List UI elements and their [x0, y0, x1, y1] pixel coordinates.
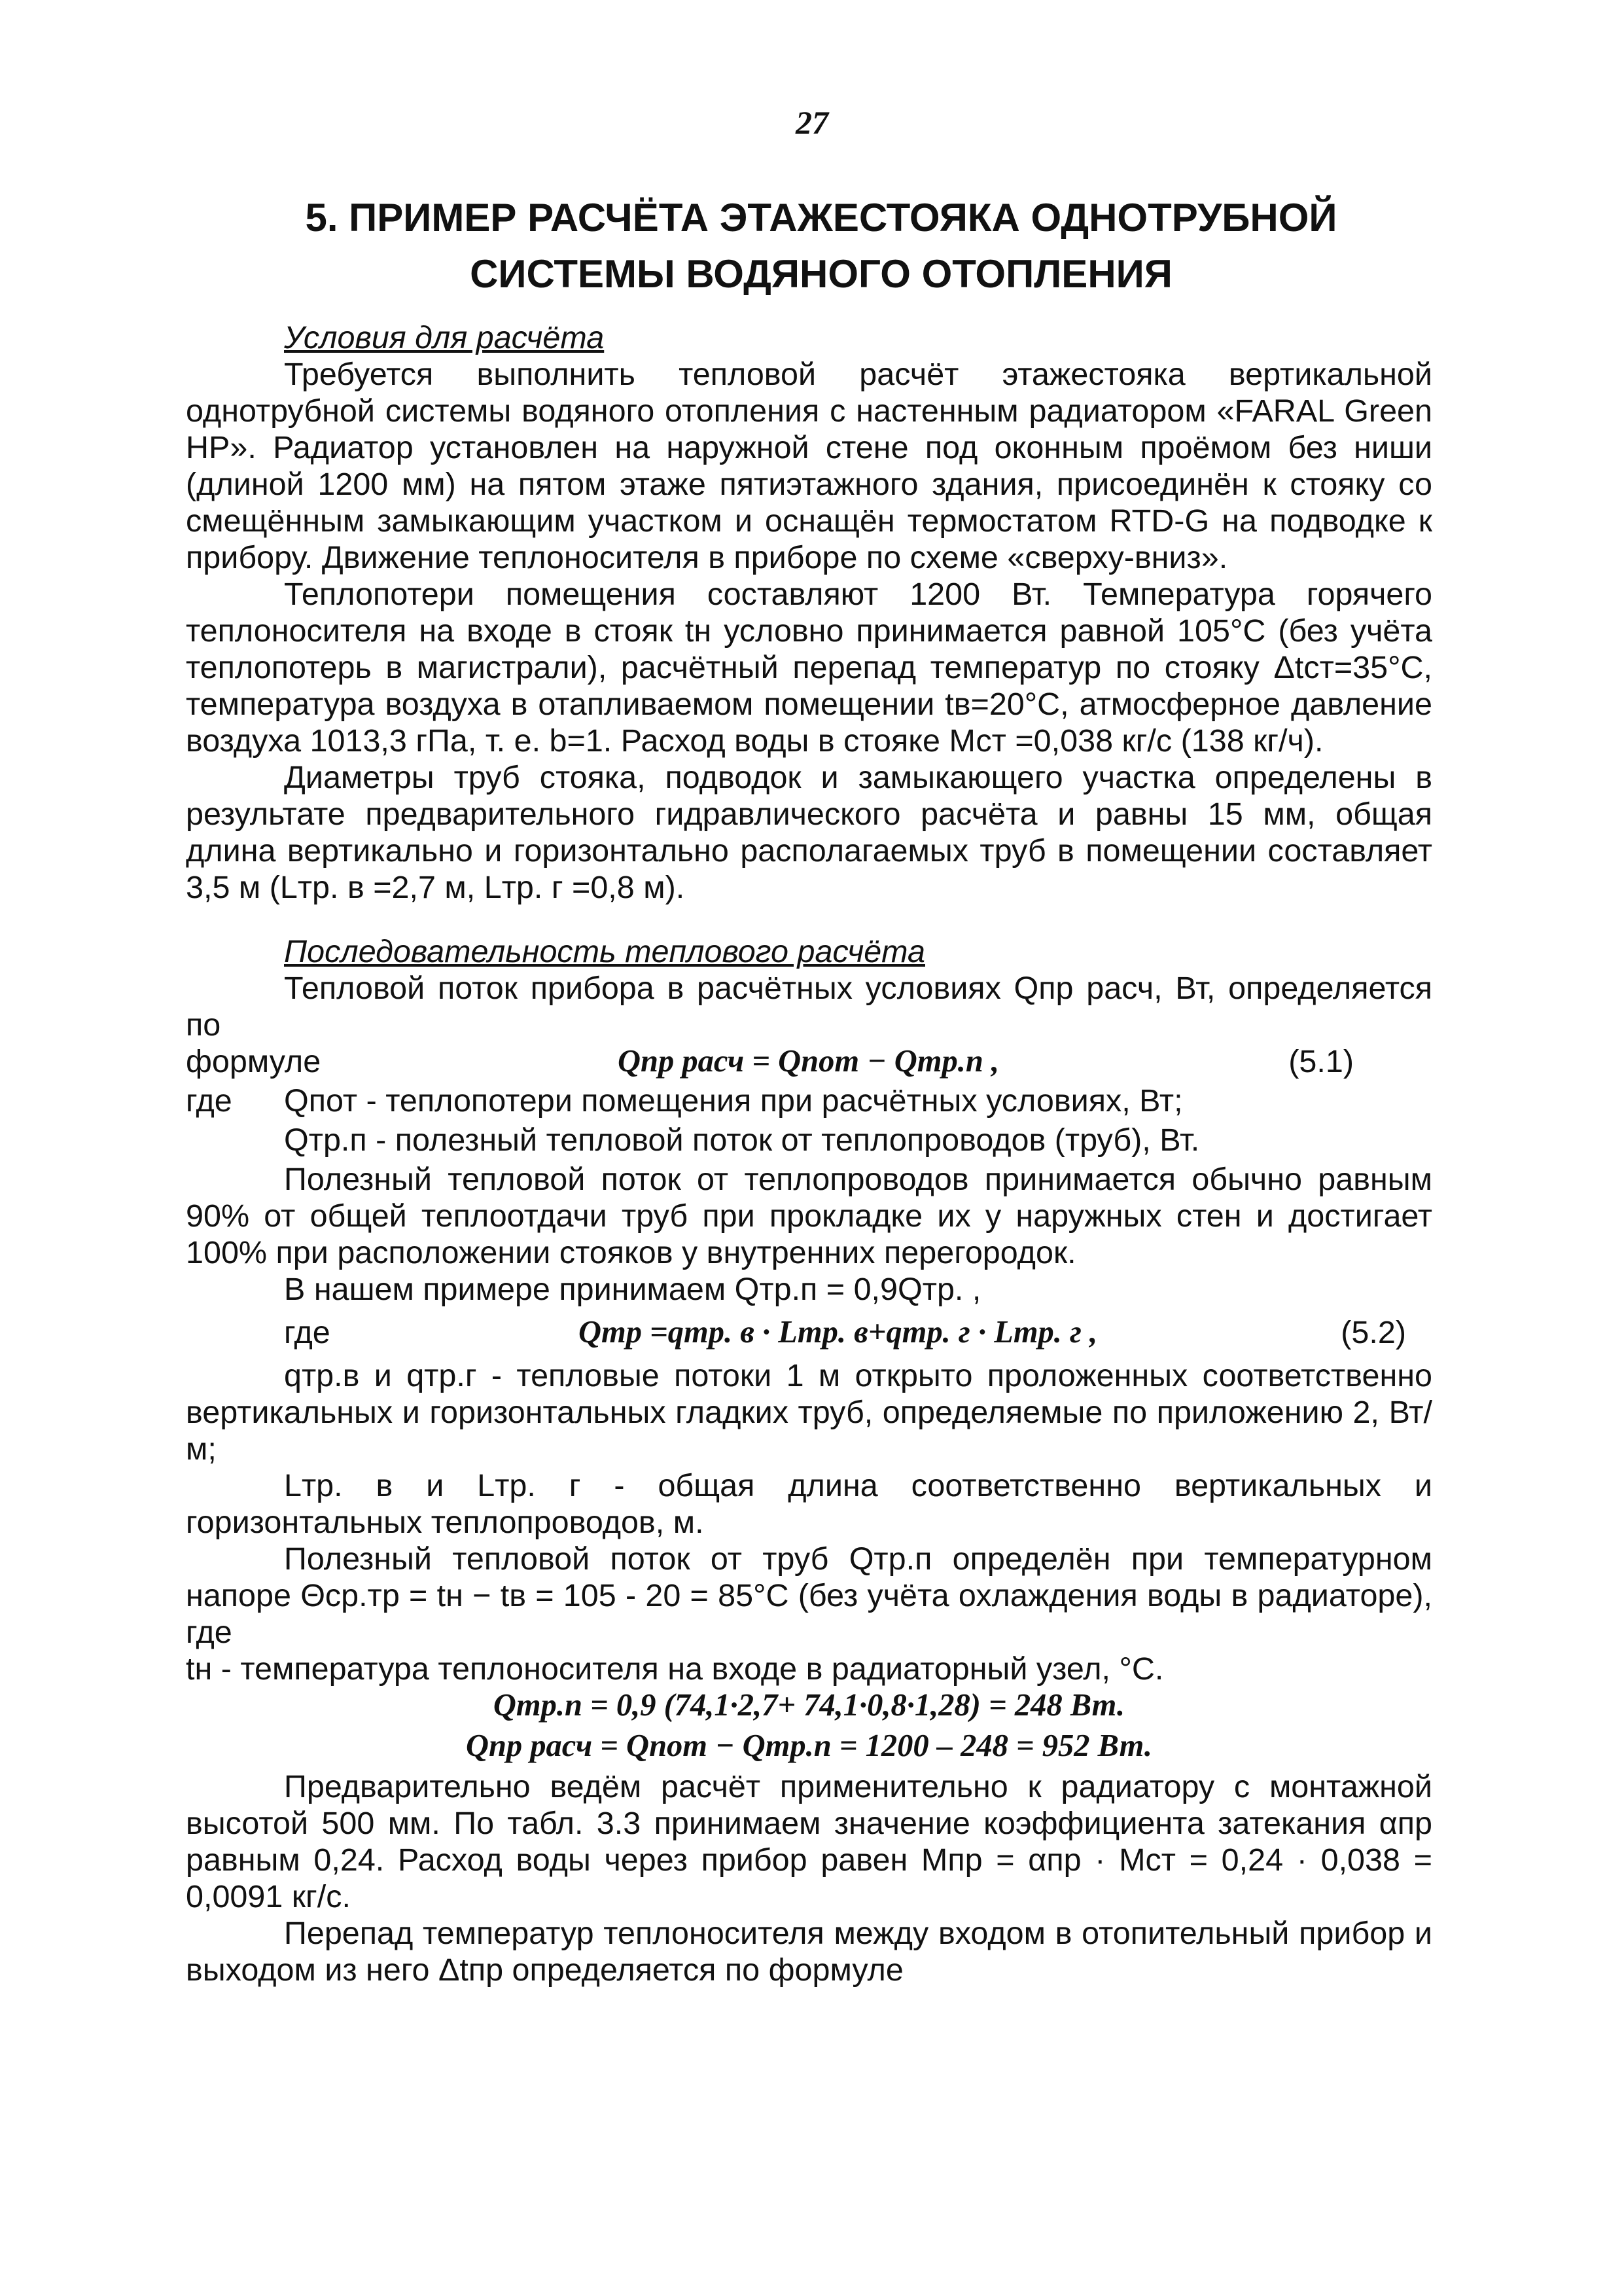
equation-5-2-number: (5.2) — [1341, 1315, 1406, 1350]
paragraph-temperature-head: Полезный тепловой поток от труб Qтр.п определён при температурном напоре Θср.тр = tн − tв = 105 - 20 = 85°С (без учёта охлаждения воды в радиаторе), где — [186, 1541, 1432, 1650]
page-number: 27 — [796, 104, 828, 141]
paragraph-pipe-diameters: Диаметры труб стояка, подводок и замыкающего участка определены в результате предварительного гидравлического расчёта и равны 15 мм, общая длина вертикально и горизонтально располагаемых труб в помещении составляет 3,5 м (Lтр. в =2,7 м, Lтр. г =0,8 м). — [186, 760, 1432, 905]
paragraph-tn-definition: tн - температура теплоносителя на входе в радиаторный узел, °С. — [186, 1651, 1164, 1687]
title-line-2: СИСТЕМЫ ВОДЯНОГО ОТОПЛЕНИЯ — [470, 252, 1173, 296]
paragraph-heat-flow: Тепловой поток прибора в расчётных условиях Qпр расч, Вт, определяется по — [186, 971, 1432, 1043]
equation-5-2-row — [186, 1308, 1432, 1357]
paragraph-conditions: Требуется выполнить тепловой расчёт этажестояка вертикальной однотрубной системы водяного отопления с настенным радиатором «FARAL Green HP». Радиатор установлен на наружной стене под оконным проёмом без ниши (длиной 1200 мм) на пятом этаже пятиэтажного здания, присоединён к стояку со смещённым замыкающим участком и оснащён термостатом RTD-G на подводке к прибору. Движение теплоносителя в приборе по схеме «сверху-вниз». — [186, 357, 1432, 575]
where-label: где — [186, 1083, 232, 1119]
body-text — [186, 319, 1432, 1988]
conditions-heading: Условия для расчёта — [284, 320, 605, 355]
where-q-pipes: Qтр.п - полезный тепловой поток от теплопроводов (труб), Вт. — [284, 1122, 1200, 1158]
sequence-heading: Последовательность теплового расчёта — [284, 934, 925, 969]
paragraph-useful-flow: Полезный тепловой поток от теплопроводов принимается обычно равным 90% от общей теплоотдачи труб при прокладке их у наружных стен и достигает 100% при расположении стояков у внутренних перегородок. — [186, 1162, 1432, 1270]
paragraph-example: В нашем примере принимаем Qтр.п = 0,9Qтр. , — [284, 1272, 981, 1307]
equation-5-1: Qпр расч = Qпот − Qтр.п , — [618, 1044, 1000, 1079]
equation-lead: формуле — [186, 1044, 321, 1079]
paragraph-radiator: Предварительно ведём расчёт применительно к радиатору с монтажной высотой 500 мм. По табл. 3.3 принимаем значение коэффициента затекания αпр равным 0,24. Расход воды через прибор равен Mпр = αпр · Mст = 0,24 · 0,038 = 0,0091 кг/с. — [186, 1769, 1432, 1914]
title-line-1: 5. ПРИМЕР РАСЧЁТА ЭТАЖЕСТОЯКА ОДНОТРУБНОЙ — [305, 196, 1337, 240]
where-row-2 — [186, 1122, 1432, 1161]
calculation-device: Qпр расч = Qпот − Qтр.п = 1200 – 248 = 952 Вт. — [465, 1728, 1153, 1763]
section-title — [249, 190, 1394, 302]
where-q-losses: Qпот - теплопотери помещения при расчётных условиях, Вт; — [284, 1083, 1183, 1119]
calculation-pipes: Qтр.п = 0,9 (74,1·2,7+ 74,1·0,8·1,28) = 248 Вт. — [493, 1688, 1125, 1723]
equation-5-2: Qтр =qтр. в · Lтр. в+qтр. г · Lтр. г , — [578, 1315, 1098, 1350]
paragraph-heat-losses: Теплопотери помещения составляют 1200 Вт. Температура горячего теплоносителя на входе в стояк tн условно принимается равной 105°С (без учёта теплопотерь в магистрали), расчётный перепад температур по стояку Δtст=35°С, температура воздуха в отапливаемом помещении tв=20°С, атмосферное давление воздуха 1013,3 гПа, т. е. b=1. Расход воды в стояке Мст =0,038 кг/с (138 кг/ч). — [186, 577, 1432, 759]
equation-5-1-row — [186, 1043, 1432, 1083]
equation-lead-2: где — [284, 1315, 330, 1350]
paragraph-l-definitions: Lтр. в и Lтр. г - общая длина соответственно вертикальных и горизонтальных теплопроводов, м. — [186, 1468, 1432, 1540]
where-row-1 — [186, 1083, 1432, 1122]
equation-5-1-number: (5.1) — [1288, 1044, 1354, 1079]
paragraph-q-definitions: qтр.в и qтр.г - тепловые потоки 1 м открыто проложенных соответственно вертикальных и горизонтальных гладких труб, определяемые по приложению 2, Вт/м; — [186, 1358, 1432, 1467]
paragraph-temperature-drop: Перепад температур теплоносителя между входом в отопительный прибор и выходом из него Δtпр определяется по формуле — [186, 1916, 1432, 1988]
